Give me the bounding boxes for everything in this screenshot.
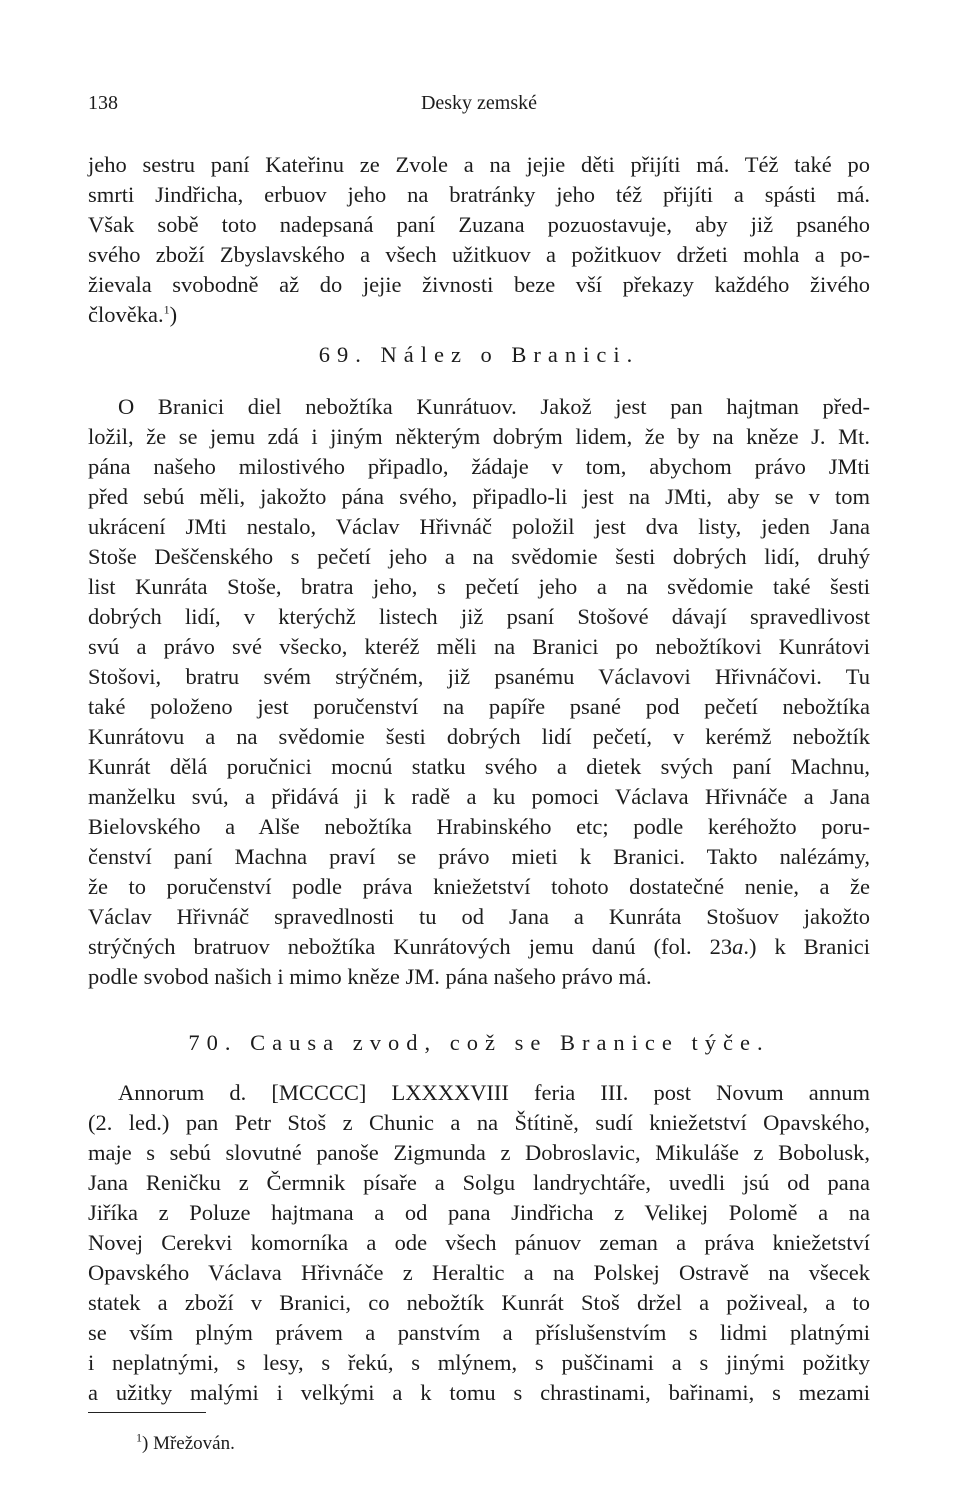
text-line: statek a zboží v Branici, co nebožtík Kunrát Stoš držel a poživeal, a to [88, 1290, 870, 1315]
text-line: Stoše Deščenského s pečetí jeho a na svědomie šesti dobrých lidí, druhý [88, 544, 870, 569]
text-line: že to poručenství podle práva kniežetství tohoto dostatečné nenie, a že [88, 874, 870, 899]
footnote-text: ) Mřežován. [142, 1433, 235, 1454]
text-line: Novej Cerekvi komorníka a ode všech pánuov zeman a práva kniežetství [88, 1230, 870, 1255]
text-line: maje s sebú slovutné panoše Zigmunda z Dobroslavic, Mikuláše z Bobolusk, [88, 1140, 870, 1165]
text-fragment: .) k Branici [743, 934, 870, 959]
page-header [88, 92, 870, 118]
text-line: (2. led.) pan Petr Stoš z Chunic a na Štítině, sudí kniežetství Opavského, [88, 1110, 870, 1135]
text-line: jeho sestru paní Kateřinu ze Zvole a na jejie děti přijíti má. Též také po [88, 152, 870, 177]
text-line: Václav Hřivnáč spravedlnosti tu od Jana a Kunráta Stošuov jakožto [88, 904, 870, 929]
text-line: pána našeho milostivého připadlo, žádaje v tom, abychom právo JMti [88, 454, 870, 479]
text-fragment-italic: a [732, 934, 744, 959]
footnote-mark: 1 [136, 1430, 142, 1445]
text-line: Opavského Václava Hřivnáče z Heraltic a na Polskej Ostravě na všecek [88, 1260, 870, 1285]
footnote [136, 1432, 235, 1456]
text-line: i neplatnými, s lesy, s řekú, s mlýnem, s puščinami a s jinými požitky [88, 1350, 870, 1375]
text-fragment: člověka. [88, 302, 164, 327]
footnote-rule [88, 1412, 206, 1413]
text-line: svého zboží Zbyslavského a všech užitkuov a požitkuov držeti mohla a po- [88, 242, 870, 267]
text-line: ložil, že se jemu zdá i jiným některým dobrým lidem, že by na kněze J. Mt. [88, 424, 870, 449]
running-title: Desky zemské [420, 92, 538, 114]
text-line: Annorum d. [MCCCC] LXXXXVIII feria III. post Novum annum [118, 1080, 870, 1105]
text-line: smrti Jindřicha, erbuov jeho na bratránky jeho též přijíti a spásti má. [88, 182, 870, 207]
text-fragment: strýčných bratruov nebožtíka Kunrátových jemu danú (fol. 23 [88, 934, 733, 959]
text-line: a užitky malými i velkými a k tomu s chrastinami, bařinami, s mezami [88, 1380, 870, 1405]
text-line: svú a právo své všecko, kteréž měli na Branici po nebožtíkovi Kunrátovi [88, 634, 870, 659]
text-line: podle svobod našich i mimo kněze JM. pána našeho právo má. [88, 964, 652, 989]
text-line: žievala svobodně až do jejie živnosti beze vší překazy každého živého [88, 272, 870, 297]
text-line: před sebú měli, jakožto pána svého, připadlo-li jest na JMti, aby se v tom [88, 484, 870, 509]
text-line: Však sobě toto nadepsaná paní Zuzana pozuostavuje, aby již psaného [88, 212, 870, 237]
text-line: dobrých lidí, v kterýchž listech již psaní Stošové dávají spravedlivost [88, 604, 870, 629]
text-line: ukrácení JMti nestalo, Václav Hřivnáč položil jest dva listy, jeden Jana [88, 514, 870, 539]
text-line: Kunrát dělá poručnici mocnú statku svého a dietek svých paní Machnu, [88, 754, 870, 779]
text-line: také položeno jest poručenství na papíře psané pod pečetí nebožtíka [88, 694, 870, 719]
text-line: Kunrátovu a na svědomie šesti dobrých lidí pečetí, v kerémž nebožtík [88, 724, 870, 749]
text-line: Bielovského a Alše nebožtíka Hrabinského etc; podle keréhožto poru- [88, 814, 870, 839]
text-line: O Branici diel nebožtíka Kunrátuov. Jakož jest pan hajtman před- [118, 394, 870, 419]
section-heading-69: 69. Nález o Branici. [318, 342, 640, 367]
text-line: se vším plným právem a panstvím a příslušenstvím s lidmi platnými [88, 1320, 870, 1345]
text-line: Jana Reničku z Čermnik písaře a Solgu landrychtáře, uvedli jsú od pana [88, 1170, 870, 1195]
section-heading-70: 70. Causa zvod, což se Branice týče. [188, 1030, 770, 1055]
text-fragment: ) [169, 302, 178, 327]
text-line [88, 932, 870, 962]
text-line: list Kunráta Stoše, bratra jeho, s pečetí jeho a na svědomie také šesti [88, 574, 870, 599]
text-line: manželku svú, a přidává ji k radě a ku pomoci Václava Hřivnáče a Jana [88, 784, 870, 809]
text-line: čenství paní Machna praví se právo mieti k Branici. Takto nalézámy, [88, 844, 870, 869]
text-line: Stošovi, bratru svém strýčném, již psanému Václavovi Hřivnáčovi. Tu [88, 664, 870, 689]
footnote-reference: 1 [163, 302, 170, 317]
text-line [88, 300, 870, 330]
page-number: 138 [88, 92, 118, 114]
text-line: Jiříka z Poluze hajtmana a od pana Jindřicha z Velikej Polomě a na [88, 1200, 870, 1225]
